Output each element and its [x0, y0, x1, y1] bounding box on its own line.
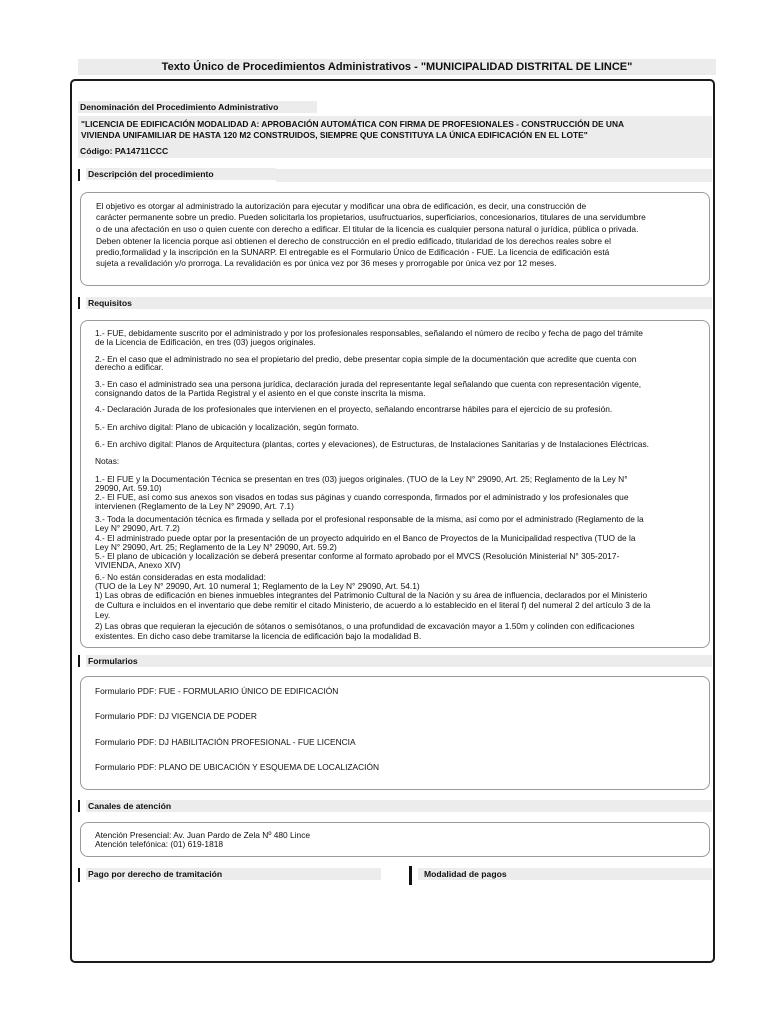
- note-line: intervienen (Reglamento de la Ley N° 29090, Art. 7.1): [95, 501, 294, 511]
- section-marker: [78, 169, 80, 181]
- requirement-item: 4.- Declaración Jurada de los profesionales que intervienen en el proyecto, señalando encontrarse hábiles para el ejercicio de su profesión.: [95, 404, 613, 414]
- forms-label: Formularios: [86, 655, 712, 667]
- requirement-item: consignando datos de la Partida Registral y el asiento en el que conste inscrita la misma.: [95, 388, 426, 398]
- description-line: o de una afectación en uso o quien cuente con derecho a edificar. El titular de la licencia es cualquier persona natural o jurídica, pública o privada.: [96, 224, 639, 234]
- procedure-label: Denominación del Procedimiento Administrativo: [78, 101, 317, 113]
- description-header-bar: [276, 169, 712, 182]
- note-line: VIVIENDA, Anexo XIV): [95, 560, 181, 570]
- payment-modality-label: Modalidad de pagos: [418, 868, 712, 880]
- form-link[interactable]: Formulario PDF: DJ VIGENCIA DE PODER: [95, 711, 257, 721]
- section-marker: [78, 297, 80, 309]
- form-link[interactable]: Formulario PDF: FUE - FORMULARIO ÚNICO DE EDIFICACIÓN: [95, 686, 339, 696]
- note-line: de Cultura e incluidos en el inventario que debe remitir el citado Ministerio, de acuerdo a lo establecido en el literal f) del numeral 2 del artículo 3 de la: [95, 600, 651, 610]
- note-line: 29090, Art. 59.10): [95, 483, 162, 493]
- note-line: existentes. En dicho caso debe tramitarse la licencia de edificación bajo la modalidad B.: [95, 631, 422, 641]
- section-marker: [78, 868, 80, 882]
- channel-line: Atención Presencial: Av. Juan Pardo de Zela Nº 480 Lince: [95, 830, 311, 840]
- note-line: 3.- Toda la documentación técnica es firmada y sellada por el profesional responsable de la misma, así como por el administrado (Reglamento de la: [95, 514, 644, 524]
- description-line: Deben obtener la licencia porque así obtienen el derecho de construcción en el predio edificado, titularidad de los derechos reales sobre el: [96, 236, 611, 246]
- procedure-code: Código: PA14711CCC: [80, 146, 169, 156]
- procedure-name-line: "LICENCIA DE EDIFICACIÓN MODALIDAD A: APROBACIÓN AUTOMÁTICA CON FIRMA DE PROFESIONALES - CONSTRUCCIÓN DE UNA: [81, 119, 625, 129]
- payment-label: Pago por derecho de tramitación: [86, 868, 381, 880]
- note-line: 1) Las obras de edificación en bienes inmuebles integrantes del Patrimonio Cultural de la Nación y su área de influencia, declarados por el Ministerio: [95, 590, 648, 600]
- note-line: 6.- No están consideradas en esta modalidad:: [95, 572, 266, 582]
- requirement-item: derecho a edificar.: [95, 362, 164, 372]
- form-link[interactable]: Formulario PDF: DJ HABILITACIÓN PROFESIONAL - FUE LICENCIA: [95, 737, 356, 747]
- description-line: carácter permanente sobre un predio. Pueden solicitarla los propietarios, usufructuarios, superficiarios, concesionarios, titulares de una servidumbre: [96, 212, 646, 222]
- section-marker: [78, 800, 80, 812]
- section-marker: [409, 866, 412, 885]
- requirement-item: 6.- En archivo digital: Planos de Arquitectura (plantas, cortes y elevaciones), de Estructuras, de Instalaciones Sanitarias y de Instalaciones Eléctricas.: [95, 439, 649, 449]
- section-marker: [78, 655, 80, 667]
- requirement-item: de la Licencia de Edificación, en tres (03) juegos originales.: [95, 337, 316, 347]
- requirement-item: 2.- En el caso que el administrado no sea el propietario del predio, debe presentar copia simple de la documentación que acredite que cuenta con: [95, 354, 637, 364]
- procedure-name-block: [78, 116, 712, 158]
- requirements-label: Requisitos: [86, 297, 712, 309]
- note-line: 2.- El FUE, así como sus anexos son visados en todas sus páginas y cuando corresponda, firmados por el administrado y los profesionales que: [95, 492, 629, 502]
- channels-label: Canales de atención: [86, 800, 712, 812]
- description-line: predio,formalidad y la inscripción en la SUNARP. El entregable es el Formulario Único de Edificación - FUE. La licencia de edificación está: [96, 247, 610, 257]
- note-line: Ley N° 29090, Art. 7.2): [95, 523, 180, 533]
- note-line: (TUO de la Ley N° 29090, Art. 10 numeral 1; Reglamento de la Ley N° 29090, Art. 54.1): [95, 581, 420, 591]
- note-line: 1.- El FUE y la Documentación Técnica se presentan en tres (03) juegos originales. (TUO de la Ley N° 29090, Art. 25; Reglamento de la Ley N°: [95, 474, 628, 484]
- note-line: 2) Las obras que requieran la ejecución de sótanos o semisótanos, o una profundidad de excavación mayor a 1.50m y colinden con edificaciones: [95, 621, 635, 631]
- note-line: Ley.: [95, 610, 111, 620]
- notes-title: Notas:: [95, 456, 120, 466]
- requirement-item: 5.- En archivo digital: Plano de ubicación y localización, según formato.: [95, 422, 359, 432]
- description-line: El objetivo es otorgar al administrado la autorización para ejecutar y modificar una obra de edificación, es decir, una construcción de: [96, 201, 587, 211]
- requirement-item: 3.- En caso el administrado sea una persona jurídica, declaración jurada del representante legal señalando que cuenta con representación vigente,: [95, 379, 642, 389]
- description-line: sujeta a revalidación y/o prorroga. La revalidación es por única vez por 36 meses y prorrogable por única vez por 12 meses.: [96, 258, 557, 268]
- document-title: Texto Único de Procedimientos Administrativos - "MUNICIPALIDAD DISTRITAL DE LINCE": [78, 59, 716, 75]
- note-line: 4.- El administrado puede optar por la presentación de un proyecto adquirido en el Banco de Proyectos de la Municipalidad respectiva (TUO de la: [95, 533, 636, 543]
- requirement-item: 1.- FUE, debidamente suscrito por el administrado y por los profesionales responsables, señalando el número de recibo y fecha de pago del trámite: [95, 328, 643, 338]
- channel-line: Atención telefónica: (01) 619-1818: [95, 839, 224, 849]
- note-line: 5.- El plano de ubicación y localización se deberá presentar conforme al formato aprobado por el MVCS (Resolución Ministerial N° 305-2017-: [95, 551, 620, 561]
- procedure-name-line: VIVIENDA UNIFAMILIAR DE HASTA 120 M2 CONSTRUIDOS, SIEMPRE QUE CONSTITUYA LA ÚNICA EDIFICACIÓN EN EL LOTE": [81, 130, 588, 140]
- note-line: Ley N° 29090, Art. 25; Reglamento de la Ley N° 29090, Art. 59.2): [95, 542, 337, 552]
- description-label: Descripción del procedimiento: [86, 168, 276, 180]
- form-link[interactable]: Formulario PDF: PLANO DE UBICACIÓN Y ESQUEMA DE LOCALIZACIÓN: [95, 762, 380, 772]
